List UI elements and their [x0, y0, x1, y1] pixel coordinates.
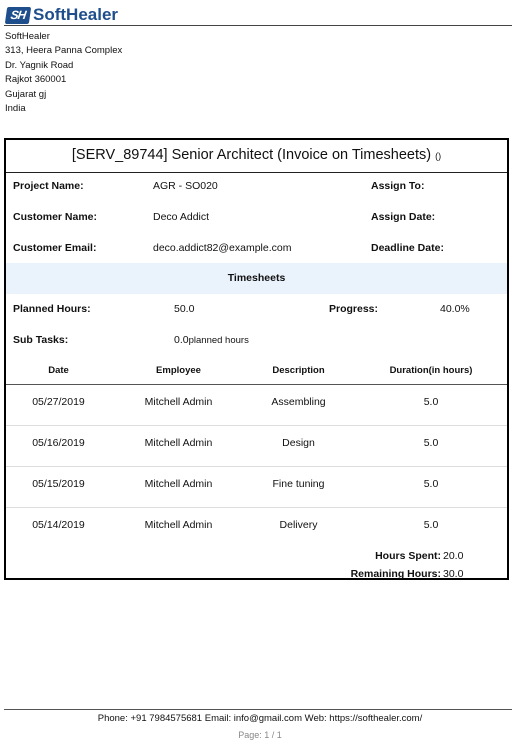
sub-tasks-value [174, 334, 249, 346]
row-employee: Mitchell Admin [144, 519, 213, 531]
footer-divider [4, 709, 512, 710]
logo-mark: SH [5, 7, 31, 24]
progress-label: Progress: [329, 303, 379, 315]
hours-spent-value: 20.0 [443, 550, 464, 562]
customer-name-value: Deco Addict [153, 211, 210, 223]
project-name-value: AGR - SO020 [153, 180, 218, 192]
remaining-hours-label: Remaining Hours: [350, 568, 441, 580]
company-name: SoftHealer [5, 31, 50, 42]
table-row [6, 426, 507, 467]
row-duration: 5.0 [423, 396, 439, 408]
row-date: 05/15/2019 [32, 478, 85, 490]
table-row [6, 385, 507, 426]
row-description: Assembling [271, 396, 326, 408]
timesheets-heading: Timesheets [6, 263, 507, 294]
assign-to-label: Assign To: [371, 180, 425, 192]
customer-email-value: deco.addict82@example.com [153, 242, 292, 254]
row-duration: 5.0 [423, 437, 439, 449]
row-employee: Mitchell Admin [144, 478, 213, 490]
row-duration: 5.0 [423, 519, 439, 531]
company-address [5, 30, 122, 116]
sub-tasks-hours: 0.0 [174, 334, 189, 346]
page-number: Page: 1 / 1 [238, 730, 282, 740]
hours-spent-label: Hours Spent: [375, 550, 441, 562]
planned-hours-value: 50.0 [174, 303, 195, 315]
row-description: Fine tuning [272, 478, 325, 490]
address-line: Gujarat gj [5, 88, 47, 100]
deadline-date-label: Deadline Date: [371, 242, 444, 254]
title-divider [6, 172, 507, 173]
footer-contact: Phone: +91 7984575681 Email: info@gmail.com Web: https://softhealer.com/ [97, 713, 423, 724]
row-description: Delivery [279, 519, 318, 531]
row-date: 05/16/2019 [32, 437, 85, 449]
table-row [6, 467, 507, 508]
row-date: 05/14/2019 [32, 519, 85, 531]
row-employee: Mitchell Admin [144, 396, 213, 408]
report-title [6, 147, 507, 163]
remaining-hours-value: 30.0 [443, 568, 464, 580]
assign-date-label: Assign Date: [371, 211, 436, 223]
report-sheet [4, 138, 509, 580]
row-employee: Mitchell Admin [144, 437, 213, 449]
report-title-text: [SERV_89744] Senior Architect (Invoice on Timesheets) [71, 147, 432, 163]
column-header-description: Description [272, 365, 325, 376]
address-line: Dr. Yagnik Road [5, 59, 74, 71]
column-header-duration: Duration(in hours) [389, 365, 473, 376]
company-logo [6, 5, 118, 25]
address-line: India [5, 103, 26, 115]
customer-email-label: Customer Email: [13, 242, 97, 254]
column-header-employee: Employee [156, 365, 201, 376]
address-line: 313, Heera Panna Complex [5, 45, 123, 57]
sub-tasks-unit: planned hours [188, 335, 249, 346]
row-date: 05/27/2019 [32, 396, 85, 408]
logo-text: SoftHealer [33, 5, 119, 24]
address-line: Rajkot 360001 [5, 74, 67, 86]
row-description: Design [282, 437, 315, 449]
header-divider [4, 25, 512, 26]
customer-name-label: Customer Name: [13, 211, 98, 223]
table-row [6, 508, 507, 549]
report-title-suffix: () [435, 151, 442, 161]
column-header-date: Date [48, 365, 69, 376]
progress-value: 40.0% [440, 303, 470, 315]
planned-hours-label: Planned Hours: [13, 303, 91, 315]
project-name-label: Project Name: [13, 180, 84, 192]
row-duration: 5.0 [423, 478, 439, 490]
sub-tasks-label: Sub Tasks: [13, 334, 69, 346]
